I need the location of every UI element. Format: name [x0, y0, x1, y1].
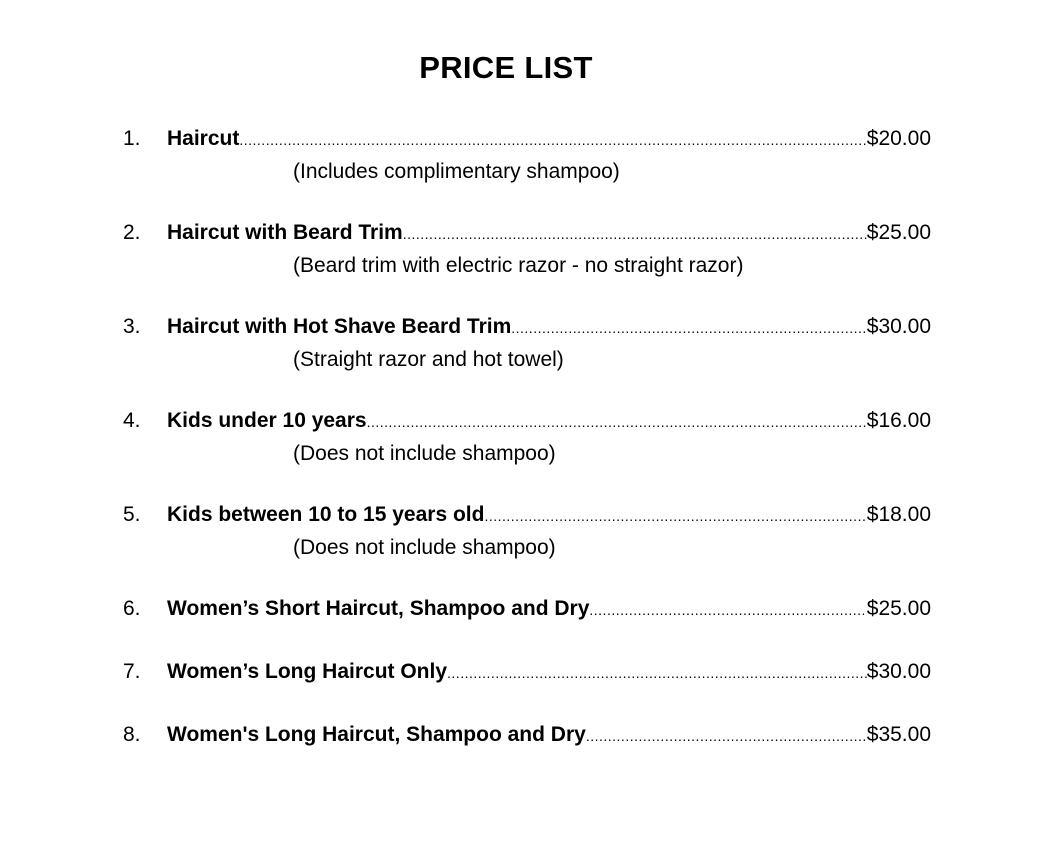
- item-number: 2.: [123, 221, 141, 244]
- item-name: Women’s Short Haircut, Shampoo and Dry: [167, 597, 590, 620]
- price-item-3: [123, 314, 931, 373]
- item-price: $30.00: [866, 315, 931, 338]
- dot-leader: [586, 723, 867, 749]
- item-price: $16.00: [866, 409, 931, 432]
- item-name: Kids under 10 years: [167, 409, 367, 432]
- price-item-1: [123, 126, 931, 185]
- price-item-4: [123, 408, 931, 467]
- item-number: 4.: [123, 409, 141, 432]
- dot-leader: [589, 597, 866, 623]
- item-number: 3.: [123, 315, 141, 338]
- item-name: Women's Long Haircut, Shampoo and Dry: [167, 723, 586, 746]
- item-number: 1.: [123, 127, 141, 150]
- item-name: Kids between 10 to 15 years old: [167, 503, 485, 526]
- dot-leader: [484, 503, 866, 529]
- item-name: Haircut with Hot Shave Beard Trim: [167, 315, 512, 338]
- item-number: 7.: [123, 660, 141, 683]
- page-title: PRICE LIST: [419, 50, 593, 85]
- item-price: $18.00: [866, 503, 931, 526]
- item-note: (Straight razor and hot towel): [293, 348, 564, 371]
- item-name: Women’s Long Haircut Only: [167, 660, 448, 683]
- price-item-8: [123, 722, 931, 749]
- item-price: $35.00: [866, 723, 931, 746]
- item-name: Haircut with Beard Trim: [167, 221, 403, 244]
- item-price: $25.00: [866, 221, 931, 244]
- dot-leader: [239, 127, 866, 153]
- item-note: (Does not include shampoo): [293, 536, 556, 559]
- price-item-2: [123, 220, 931, 279]
- dot-leader: [367, 409, 867, 435]
- dot-leader: [447, 660, 867, 686]
- dot-leader: [511, 315, 867, 341]
- item-note: (Does not include shampoo): [293, 442, 556, 465]
- item-number: 6.: [123, 597, 141, 620]
- price-item-7: [123, 659, 931, 686]
- item-price: $20.00: [866, 127, 931, 150]
- price-item-5: [123, 502, 931, 561]
- item-price: $25.00: [866, 597, 931, 620]
- item-name: Haircut: [167, 127, 240, 150]
- item-note: (Includes complimentary shampoo): [293, 160, 620, 183]
- price-item-6: [123, 596, 931, 623]
- item-note: (Beard trim with electric razor - no straight razor): [293, 254, 744, 277]
- item-price: $30.00: [866, 660, 931, 683]
- item-number: 8.: [123, 723, 141, 746]
- item-number: 5.: [123, 503, 141, 526]
- dot-leader: [403, 221, 867, 247]
